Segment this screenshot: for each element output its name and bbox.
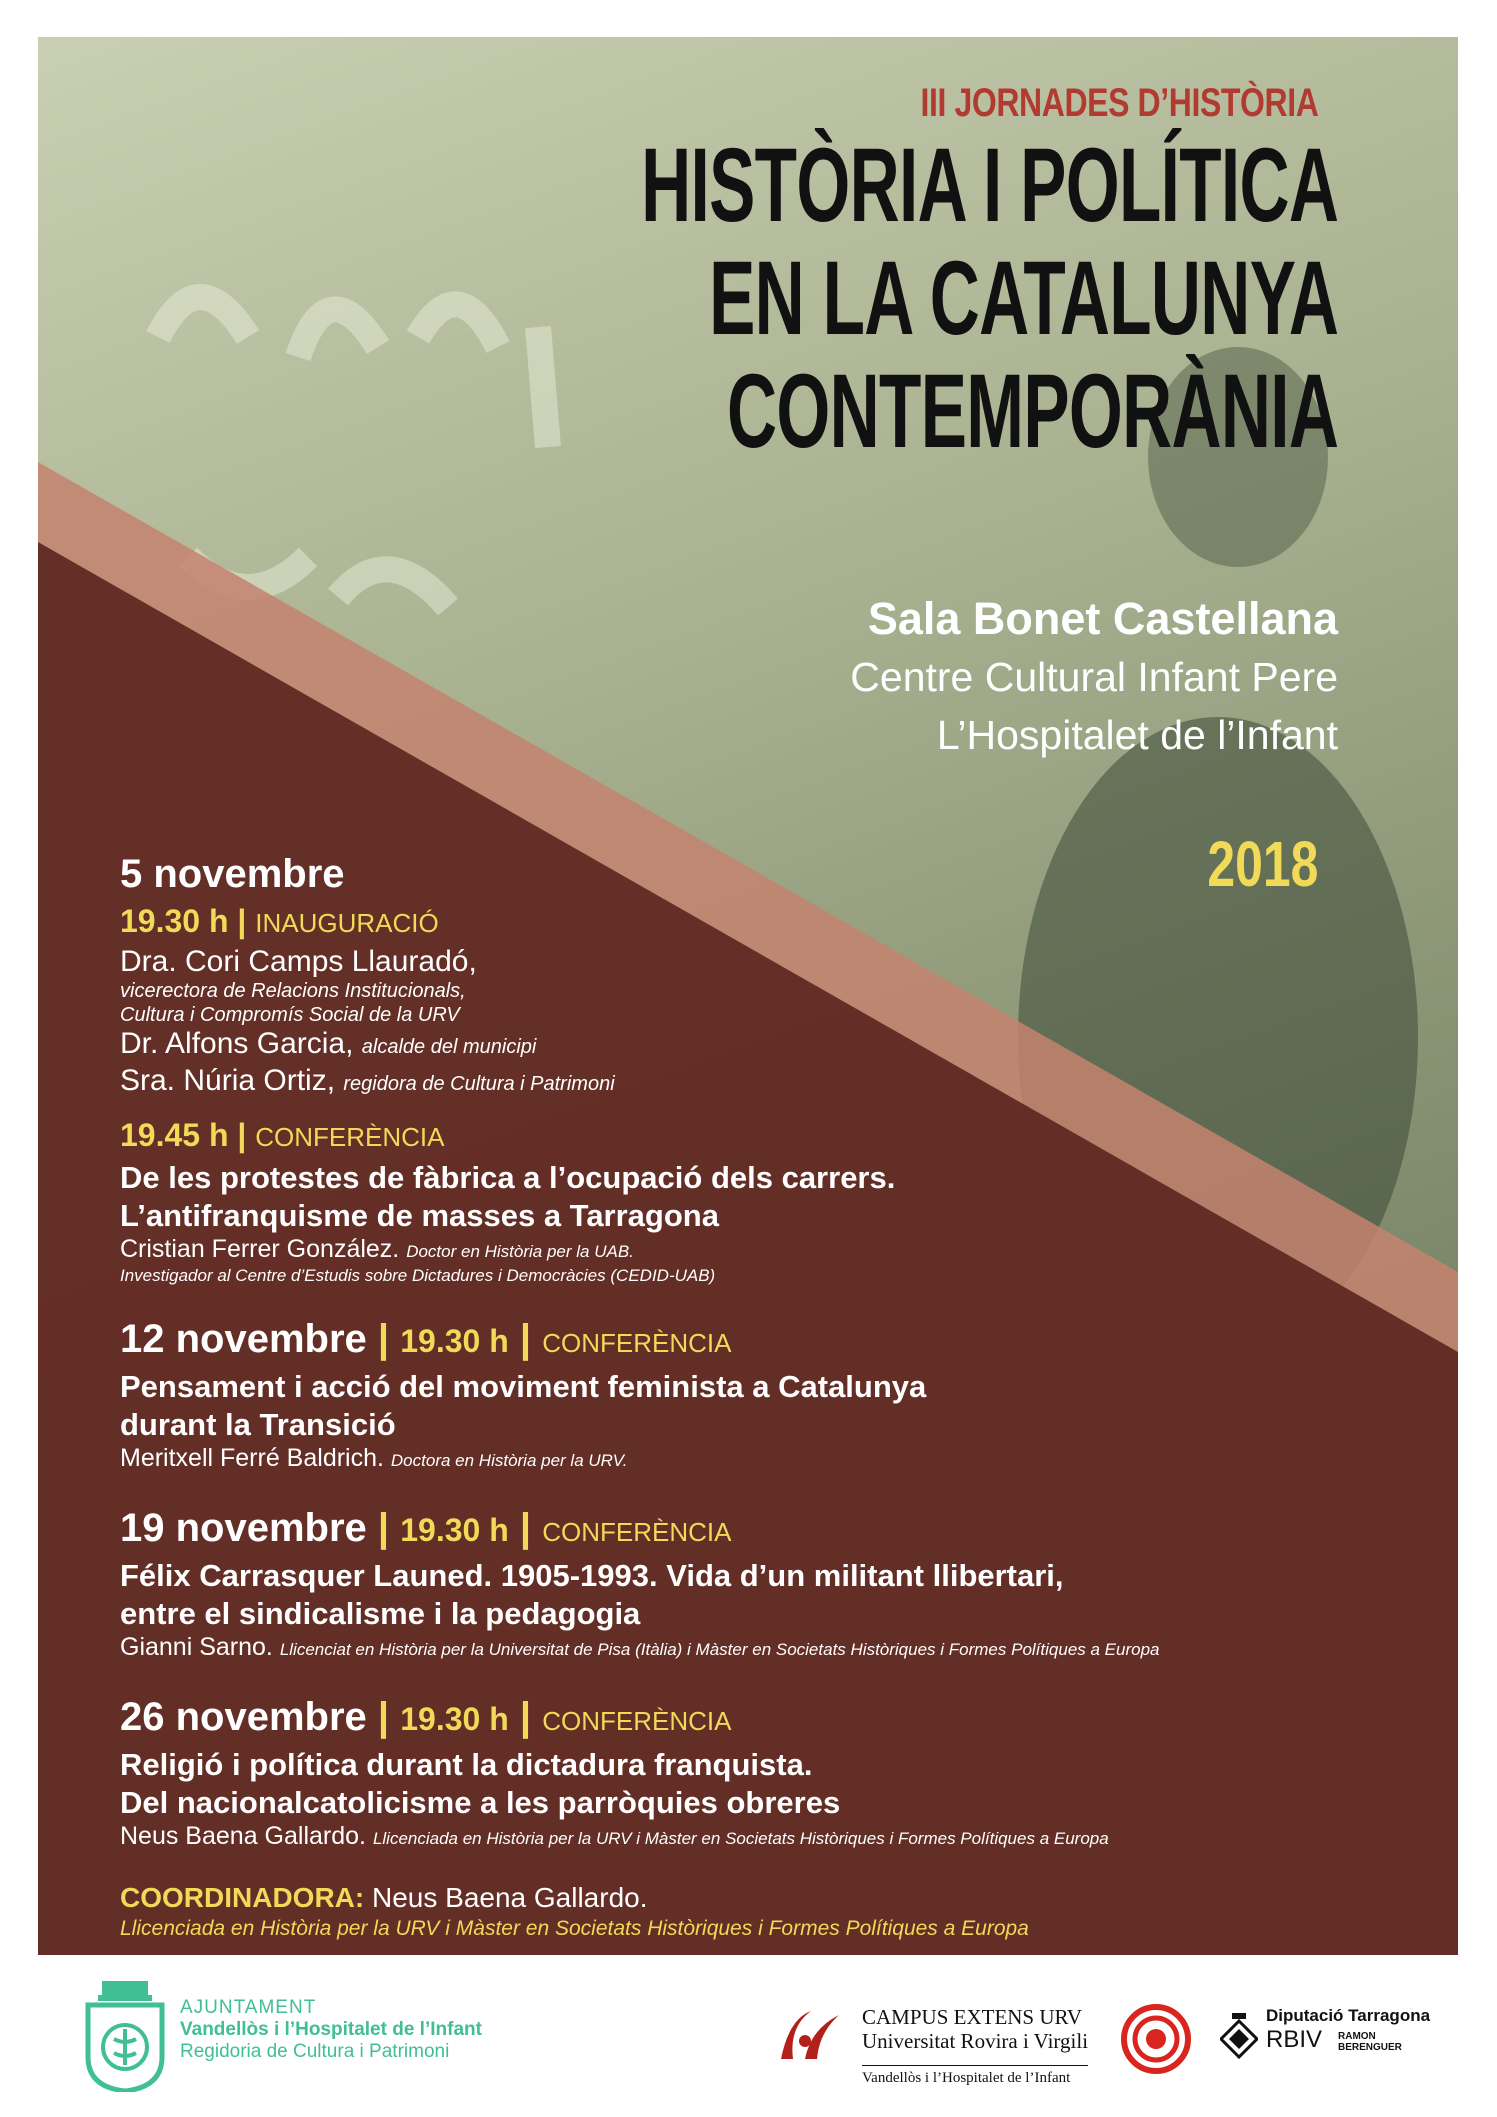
talk-title: Religió i política durant la dictadura franquista. <box>120 1747 813 1782</box>
municipality-name: Vandellòs i l’Hospitalet de l’Infant <box>180 2019 482 2040</box>
footer-logos <box>0 1955 1497 2117</box>
venue-center: Centre Cultural Infant Pere <box>850 654 1338 700</box>
department-name: Regidoria de Cultura i Patrimoni <box>180 2041 450 2062</box>
session-type: CONFERÈNCIA <box>542 1328 732 1358</box>
time: 19.30 h <box>400 1512 509 1548</box>
spiral-logo-icon <box>1120 2003 1192 2075</box>
session-type: CONFERÈNCIA <box>542 1517 732 1547</box>
series-title: III JORNADES D’HISTÒRIA <box>920 81 1318 125</box>
ramon-berenguer-label: RAMON BERENGUER <box>1338 2031 1402 2053</box>
speaker-role: vicerectora de Relacions Institucionals, <box>120 980 466 1002</box>
speaker-name: Sra. Núria Ortiz, <box>120 1064 336 1097</box>
title-line-3: CONTEMPORÀNIA <box>726 353 1338 470</box>
title-line-2: EN LA CATALUNYA <box>708 240 1338 357</box>
speaker-role: alcalde del municipi <box>361 1036 537 1058</box>
speaker-name: Gianni Sarno. <box>120 1633 273 1661</box>
session-heading <box>120 1503 1420 1557</box>
session-type: CONFERÈNCIA <box>542 1706 732 1736</box>
speaker-name: Neus Baena Gallardo. <box>120 1822 366 1850</box>
title-line-1: HISTÒRIA I POLÍTICA <box>640 127 1338 244</box>
speaker-line <box>120 1633 1420 1664</box>
talk-title: De les protestes de fàbrica a l’ocupació dels carrers. <box>120 1160 896 1195</box>
time: 19.30 h <box>400 1701 509 1737</box>
date: 12 novembre <box>120 1317 367 1361</box>
talk-title: L’antifranquisme de masses a Tarragona <box>120 1198 719 1233</box>
coordinator-block <box>120 1881 1420 1943</box>
program <box>120 849 1420 1943</box>
time: 19.30 h <box>120 903 229 939</box>
speaker-role: Cultura i Compromís Social de la URV <box>120 1004 460 1026</box>
session-type: CONFERÈNCIA <box>255 1122 445 1152</box>
date: 19 novembre <box>120 1506 367 1550</box>
speaker-credentials: Doctor en Història per la UAB. <box>406 1242 634 1261</box>
speaker-name: Meritxell Ferré Baldrich. <box>120 1444 384 1472</box>
talk-time-line <box>120 1113 1420 1159</box>
university-name: Universitat Rovira i Virgili <box>862 2029 1089 2053</box>
speaker-name: Dra. Cori Camps Llauradó, <box>120 945 477 978</box>
poster <box>38 37 1458 1955</box>
year: 2018 <box>1206 828 1318 900</box>
coordinator-label: COORDINADORA: <box>120 1882 365 1913</box>
separator: | <box>519 1506 532 1550</box>
day-5-november <box>120 849 1420 1286</box>
urv-logo-icon <box>775 2005 845 2065</box>
coordinator-name: Neus Baena Gallardo. <box>372 1882 648 1913</box>
diputacio-text <box>1266 2005 1430 2053</box>
separator: | <box>237 903 247 939</box>
session-19-november <box>120 1503 1420 1664</box>
session-heading <box>120 1692 1420 1746</box>
campus-name: CAMPUS EXTENS URV <box>862 2005 1083 2029</box>
time: 19.30 h <box>400 1323 509 1359</box>
ajuntament-text <box>180 1997 482 2063</box>
date: 26 novembre <box>120 1695 367 1739</box>
urv-text <box>862 2005 1088 2087</box>
talk-title: Pensament i acció del moviment feminista a Catalunya <box>120 1369 927 1404</box>
diputacio-name: Diputació Tarragona <box>1266 2006 1431 2025</box>
speaker-name: Cristian Ferrer González. <box>120 1235 400 1263</box>
separator: | <box>519 1317 532 1361</box>
speaker-credentials: Llicenciat en Història per la Universitat de Pisa (Itàlia) i Màster en Societats Històriques i Formes Polítiques a Europa <box>279 1640 1160 1659</box>
session-heading <box>120 1314 1420 1368</box>
session-type: INAUGURACIÓ <box>255 908 439 938</box>
speaker-line <box>120 1444 1420 1475</box>
venue-block <box>850 590 1338 764</box>
speaker-line <box>120 1064 1420 1101</box>
main-title <box>282 129 1338 468</box>
date-heading: 5 novembre <box>120 852 345 896</box>
speaker-line <box>120 1235 1420 1266</box>
talk-title: Del nacionalcatolicisme a les parròquies obreres <box>120 1785 841 1820</box>
rbiv-label: RBIV <box>1266 2026 1323 2053</box>
speaker-name: Dr. Alfons Garcia, <box>120 1027 354 1060</box>
separator: | <box>237 1117 247 1153</box>
session-12-november <box>120 1314 1420 1475</box>
ajuntament-crest-icon <box>84 1977 166 2092</box>
campus-location: Vandellòs i l’Hospitalet de l’Infant <box>862 2065 1088 2087</box>
speaker-line <box>120 1027 1420 1064</box>
speaker-credentials: Doctora en Història per la URV. <box>390 1451 628 1470</box>
diputacio-emblem-icon <box>1220 2013 1258 2059</box>
talk-title: durant la Transició <box>120 1407 396 1442</box>
opening-time-line <box>120 899 1420 945</box>
talk-title: entre el sindicalisme i la pedagogia <box>120 1596 641 1631</box>
speaker-line <box>120 1822 1420 1853</box>
speaker-credentials: Investigador al Centre d’Estudis sobre Dictadures i Democràcies (CEDID-UAB) <box>120 1266 716 1285</box>
session-26-november <box>120 1692 1420 1853</box>
venue-name: Sala Bonet Castellana <box>867 593 1338 644</box>
speaker-credentials: Llicenciada en Història per la URV i Màster en Societats Històriques i Formes Polítiques a Europa <box>372 1829 1109 1848</box>
separator: | <box>377 1317 390 1361</box>
separator: | <box>519 1695 532 1739</box>
ajuntament-label: AJUNTAMENT <box>180 1997 317 2018</box>
time: 19.45 h <box>120 1117 229 1153</box>
venue-town: L’Hospitalet de l’Infant <box>936 712 1338 758</box>
speaker-role: regidora de Cultura i Patrimoni <box>343 1073 615 1095</box>
coordinator-line <box>120 1881 1420 1915</box>
separator: | <box>377 1695 390 1739</box>
coordinator-credentials: Llicenciada en Història per la URV i Màster en Societats Històriques i Formes Polítiques a Europa <box>120 1917 1029 1940</box>
separator: | <box>377 1506 390 1550</box>
talk-title: Félix Carrasquer Launed. 1905-1993. Vida d’un militant llibertari, <box>120 1558 1064 1593</box>
